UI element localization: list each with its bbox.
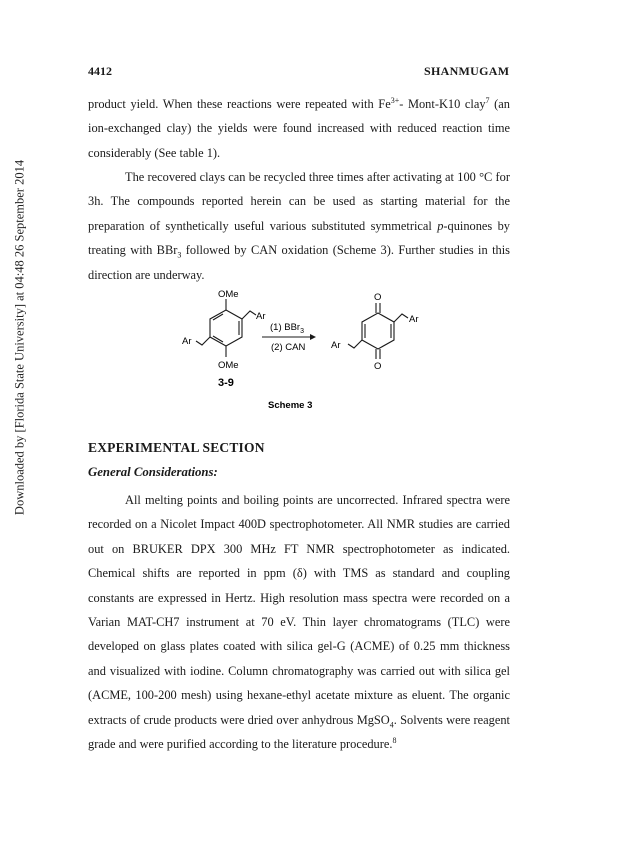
o-bottom-label: O [374,361,382,372]
running-head: SHANMUGAM [424,64,510,78]
quinone-structure [348,303,408,359]
ar-quinone-right-label: Ar [409,314,419,325]
arrow-head [310,334,316,340]
ar-right-label: Ar [256,311,266,322]
paragraph-intro: product yield. When these reactions were repeated with $Fe^{3+}-$ Mont-K10 clay$^7$ (an ion-exchanged clay) the yields were found increased with reduced reaction time considerably (See table 1). [88,95,510,160]
ar-quinone-left-label: Ar [331,340,341,351]
ome-top-label: OMe [218,289,239,300]
ome-bottom-label: OMe [218,360,239,371]
reaction-scheme [150,286,450,416]
section-heading: EXPERIMENTAL SECTION [88,440,265,455]
download-watermark: Downloaded by [Florida State University] at 04:48 26 September 2014 [12,159,27,516]
compound-label: 3-9 [218,377,234,389]
page-number: 4412 [88,64,112,78]
o-top-label: O [374,292,382,303]
step2-label: (2) CAN [271,342,306,353]
step1-label: (1) BBr$_3$ [270,322,304,335]
paragraph-general-considerations: All melting points and boiling points are uncorrected. Infrared spectra were recorded on a Nicolet Impact 400D spectrophotometer. All NMR studies are carried out on BRUKER DPX 300 MHz FT NMR spectrophotometer as indicated. Chemical shifts are reported in ppm (δ) with TMS as standard and coupling constants are expressed in Hertz. High resolution mass spectra were recorded on a Varian MAT-CH7 instrument at 70 eV. Thin layer chromatograms (TLC) were developed on glass plates coated with silica gel-G (ACME) of 0.25 mm thickness and visualized with iodine. Column chromatography was carried out with silica gel (ACME, 100-200 mesh) using hexane-ethyl acetate mixture as eluent. The organic extracts of crude products were dried over anhydrous MgSO$_4$. Solvents were reagent grade and were purified according to the literature procedure.$^8$ [88,493,510,752]
paragraph-recycling: The recovered clays can be recycled three times after activating at 100 °C for 3h. The compounds reported herein can be used as starting material for the preparation of synthetically useful various substituted symmetrical p-quinones by treating with BBr$_3$ followed by CAN oxidation (Scheme 3). Further studies in this direction are underway. [88,170,510,282]
subheading: General Considerations: [88,465,218,479]
ar-left-label: Ar [182,336,192,347]
scheme-caption: Scheme 3 [268,400,313,411]
dimethoxy-arene-structure [196,299,256,357]
